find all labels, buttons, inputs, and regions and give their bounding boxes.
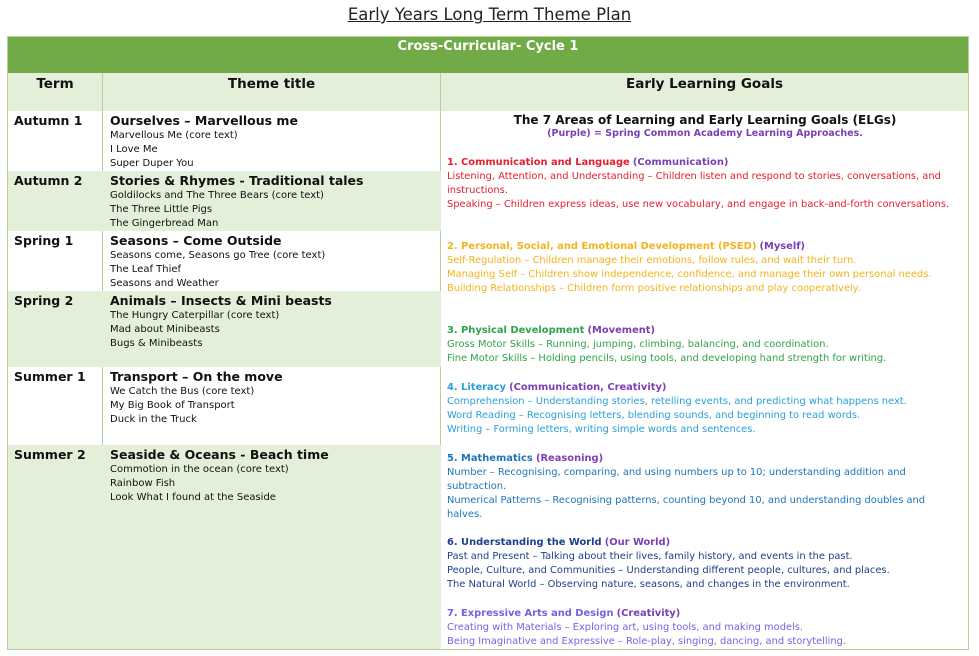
theme-item: Duck in the Truck <box>110 414 197 425</box>
theme-item: Mad about Minibeasts <box>110 324 220 335</box>
goal-area-literacy <box>447 381 963 437</box>
table-row <box>8 171 441 231</box>
goal-area-mathematics <box>447 452 963 522</box>
goals-title: The 7 Areas of Learning and Early Learning Goals (ELGs) <box>513 113 897 127</box>
goal-area-approach-tag: (Our World) <box>604 537 671 548</box>
goal-area-physical <box>447 324 963 366</box>
goal-line: Past and Present – Talking about their lives, family history, and events in the past. <box>447 551 853 562</box>
goal-line: Writing – Forming letters, writing simple words and sentences. <box>447 424 756 435</box>
table-row <box>8 445 441 649</box>
goal-line: Listening, Attention, and Understanding – Children listen and respond to stories, conversations, and instructions. <box>447 171 941 196</box>
goal-area-approach-tag: (Movement) <box>587 325 656 336</box>
theme-cell <box>110 369 436 427</box>
goals-subtitle: (Purple) = Spring Common Academy Learning Approaches. <box>547 128 863 139</box>
header-theme-title: Theme title <box>103 73 440 111</box>
goal-line: Building Relationships – Children form positive relationships and play cooperatively. <box>447 283 861 294</box>
goal-area-heading: 1. Communication and Language <box>447 157 630 168</box>
theme-item: Super Duper You <box>110 158 194 169</box>
table-row <box>8 367 441 445</box>
header-early-learning-goals: Early Learning Goals <box>441 73 968 111</box>
table-row <box>8 231 441 291</box>
theme-title: Transport – On the move <box>110 369 283 384</box>
table-row <box>8 111 441 171</box>
theme-item: Goldilocks and The Three Bears (core text) <box>110 190 324 201</box>
goal-area-heading: 2. Personal, Social, and Emotional Development (PSED) <box>447 241 757 252</box>
theme-item: The Three Little Pigs <box>110 204 213 215</box>
goal-line: The Natural World – Observing nature, seasons, and changes in the environment. <box>447 579 850 590</box>
goal-area-understanding-world <box>447 536 963 592</box>
theme-item: The Hungry Caterpillar (core text) <box>110 310 280 321</box>
goal-area-approach-tag: (Communication) <box>632 157 729 168</box>
goal-area-approach-tag: (Communication, Creativity) <box>509 382 667 393</box>
goal-area-expressive-arts <box>447 607 963 649</box>
theme-item: Marvellous Me (core text) <box>110 130 238 141</box>
goals-cell <box>442 111 968 649</box>
theme-cell <box>110 173 436 231</box>
goal-area-approach-tag: (Creativity) <box>616 608 681 619</box>
table-band-title: Cross-Curricular- Cycle 1 <box>8 37 968 73</box>
goal-area-heading: 3. Physical Development <box>447 325 585 336</box>
goal-line: Creating with Materials – Exploring art, using tools, and making models. <box>447 622 804 633</box>
goal-line: Numerical Patterns – Recognising patterns, counting beyond 10, and understanding doubles and halves. <box>447 495 926 520</box>
theme-title: Ourselves – Marvellous me <box>110 113 298 128</box>
table-row <box>8 291 441 367</box>
term-cell: Spring 2 <box>14 293 74 308</box>
theme-item: My Big Book of Transport <box>110 400 235 411</box>
term-cell: Summer 1 <box>14 369 86 384</box>
goal-area-heading: 5. Mathematics <box>447 453 533 464</box>
theme-cell <box>110 113 436 171</box>
goal-line: Managing Self – Children show independence, confidence, and manage their own personal needs. <box>447 269 932 280</box>
theme-item: Seasons and Weather <box>110 278 219 289</box>
goal-area-heading: 6. Understanding the World <box>447 537 602 548</box>
goal-area-heading: 4. Literacy <box>447 382 506 393</box>
goal-area-communication <box>447 156 963 212</box>
goal-area-heading: 7. Expressive Arts and Design <box>447 608 614 619</box>
goal-line: Fine Motor Skills – Holding pencils, using tools, and developing hand strength for writing. <box>447 353 887 364</box>
goal-line: Speaking – Children express ideas, use new vocabulary, and engage in back-and-forth conversations. <box>447 199 950 210</box>
goal-line: Being Imaginative and Expressive – Role-play, singing, dancing, and storytelling. <box>447 636 847 647</box>
goal-area-approach-tag: (Reasoning) <box>535 453 604 464</box>
document-title: Early Years Long Term Theme Plan <box>347 5 632 24</box>
theme-title: Seaside & Oceans - Beach time <box>110 447 329 462</box>
theme-item: Look What I found at the Seaside <box>110 492 276 503</box>
theme-item: Seasons come, Seasons go Tree (core text) <box>110 250 326 261</box>
theme-title: Stories & Rhymes - Traditional tales <box>110 173 364 188</box>
theme-item: Rainbow Fish <box>110 478 176 489</box>
theme-cell <box>110 293 436 351</box>
term-cell: Spring 1 <box>14 233 74 248</box>
goal-area-psed <box>447 240 963 296</box>
goal-line: Comprehension – Understanding stories, retelling events, and predicting what happens next. <box>447 396 907 407</box>
theme-item: Bugs & Minibeasts <box>110 338 203 349</box>
goal-area-approach-tag: (Myself) <box>759 241 806 252</box>
term-cell: Autumn 2 <box>14 173 83 188</box>
theme-item: The Gingerbread Man <box>110 218 219 229</box>
theme-item: I Love Me <box>110 144 158 155</box>
goal-line: People, Culture, and Communities – Understanding different people, cultures, and places. <box>447 565 890 576</box>
term-cell: Autumn 1 <box>14 113 83 128</box>
goal-line: Self-Regulation – Children manage their emotions, follow rules, and wait their turn. <box>447 255 857 266</box>
theme-item: We Catch the Bus (core text) <box>110 386 255 397</box>
theme-plan-table <box>7 36 969 650</box>
header-term: Term <box>8 73 102 111</box>
theme-title: Seasons – Come Outside <box>110 233 282 248</box>
goal-line: Number – Recognising, comparing, and using numbers up to 10; understanding addition and subtraction. <box>447 467 906 492</box>
theme-item: Commotion in the ocean (core text) <box>110 464 289 475</box>
term-cell: Summer 2 <box>14 447 86 462</box>
goal-line: Word Reading – Recognising letters, blending sounds, and beginning to read words. <box>447 410 861 421</box>
theme-item: The Leaf Thief <box>110 264 182 275</box>
theme-cell <box>110 233 436 291</box>
theme-title: Animals – Insects & Mini beasts <box>110 293 332 308</box>
goal-line: Gross Motor Skills – Running, jumping, climbing, balancing, and coordination. <box>447 339 829 350</box>
theme-cell <box>110 447 436 505</box>
